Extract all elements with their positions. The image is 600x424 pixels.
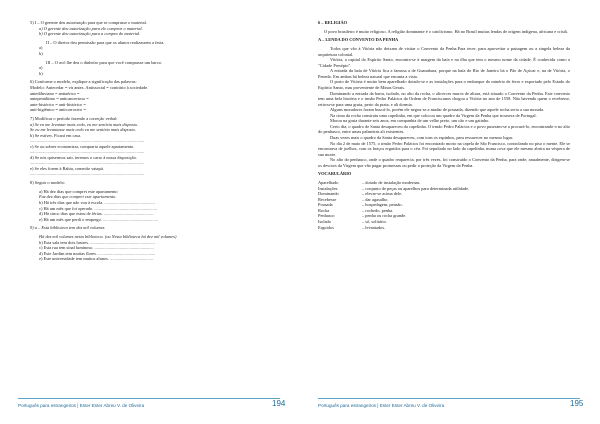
exercise-line: a) — [39, 45, 43, 51]
legend-paragraph: Na cima da rocha construiu uma capelinha, em que colocou um quadro da Virgem da Penha que trouxera de Portugal. — [330, 112, 537, 118]
exercise-line: ........................................................................................................ — [30, 160, 145, 166]
exercise-line: c) Esta rua tem sinal luminoso. ...................................................... — [39, 245, 154, 251]
vocabulary-definition: – elevar-se acima dele. — [362, 191, 403, 197]
legend-paragraph: Morou na gruta durante seis anos, em companhia de um velho preto, um cão e um gatinho. — [330, 118, 490, 124]
vocabulary-word: Recebesse — [318, 196, 337, 202]
vocabulary-word: Isolado — [318, 218, 331, 224]
exercise-line: ........................................................................................................ — [30, 171, 145, 177]
legend-paragraph: O porto de Vitória é muito bem aparelhado dotado-se e as instalações para o embarque do minério de ferro e exportado pelo Estado do Espírito Santo, mas proveniente de Minas Gerais. — [318, 79, 570, 91]
vocabulary-definition: – penha ou rocha grande. — [362, 213, 407, 219]
legend-text — [318, 46, 570, 168]
exercise-line: a) Há dez dias que comprei este apartamento — [39, 188, 118, 194]
legend-paragraph: Todos que vão à Vitória não deixam de visitar o Convento da Penha.Para tecer, para aproveitar a paisagem ou a singela beleza da arquitetura colonial. — [318, 46, 570, 57]
exercise-line: b) — [39, 70, 43, 76]
vocabulary-word: Erguidos — [318, 224, 334, 230]
vocabulary-definition: – dotado de instalação modernas. — [362, 180, 421, 186]
exercise-line: 5) I – O gerente deu autorização para que se comprasse o material. — [30, 20, 147, 25]
vocabulary-word: Rocha — [318, 207, 330, 213]
section-title: 6 – RELIGIÃO — [318, 20, 348, 25]
exercise-line: 9) a – Esta biblioteca tem dez mil volumes. — [30, 225, 106, 231]
legend-paragraph: A entrada da baía de Vitória fica a famosa a de Guanabara, porque na baía do Rio de Janeiro há o Pão de Açúcar e, na de Vitória, o Penedo. Em ambas há beleza natural que encanta a vista. — [318, 68, 570, 79]
legend-paragraph: Certo dia, o quadro de Santa desapareceu da capelinha. O irmão Pedro Palácios e o povo puseram-se a procurá-lo, encontrando-o no alto do penhasco, entre umas palmeiras ali existentes. — [318, 123, 570, 135]
exercise-line: a) — [39, 65, 43, 71]
exercise-line: d) Há cinco dias que estou de férias. ............................................. — [39, 211, 154, 217]
page-number: 195 — [570, 399, 584, 408]
page-number: 194 — [272, 399, 286, 408]
vocabulary-definition: – hospedagem, pensão. — [362, 202, 403, 208]
footer-divider — [18, 398, 280, 399]
legend-paragraph: No alto do penhasco, onde o quadro reaparecia, por três vezes, foi construído o Convento da Penha, para onde, anualmente, dirigem-se os devotos da Virgem que vão pagar promessas ou pedir a proteção da Virgem da Penha. — [318, 157, 570, 168]
exercise-line: ........................................................................................................ — [30, 138, 145, 144]
exercise-line: a) O gerente deu autorização para ele comprar o material. — [39, 25, 143, 31]
exercise-line: 8) Seguir o modelo: — [30, 180, 65, 186]
exercise-line: Faz dez dias que comprei este apartamento. — [39, 194, 117, 200]
exercise-line: d) Este Jardim tem muitas flores. .................................................... — [39, 250, 156, 256]
section-intro: O povo brasileiro é muito religioso. A religião dominante é o catolicismo. Há no Brasil muitas lendas de origem indígena, africana e cristã. — [324, 28, 568, 34]
vocabulary-definition: – levantados. — [362, 224, 386, 230]
exercise-line: b) Há três dias que não vou à escola. .............................................. — [39, 199, 155, 205]
vocabulary-title: VOCABULÁRIO — [318, 171, 352, 177]
exercise-line: Modelo: Antecedar = vir antes. Antissocial = contrário à sociedade. — [30, 85, 149, 91]
footer-divider — [318, 398, 580, 399]
left-page-content — [30, 20, 270, 262]
vocabulary-definition: – só, solitário. — [362, 218, 387, 224]
vocabulary-entry — [318, 225, 570, 231]
page-footer: Português para estrangeiros | Ester Ester Abreu V. de Oliveira — [18, 403, 145, 408]
vocabulary-list — [318, 180, 570, 230]
exercise-line: II – O diretor deu permissão para que os alunos realizassem a festa. — [46, 39, 165, 45]
exercise-line: III – O avô lhe deu o dinheiro para que você comprasse um barco. — [46, 59, 163, 65]
legend-title: A – LENDA DO CONVENTO DA PENHA — [318, 37, 399, 43]
exercise-line: antepenúltimo = anticancerioso = — [30, 96, 89, 102]
exercise-line: e) Este universidade tem muitos alunos. ....................................... — [39, 256, 153, 262]
exercise-line: c) Há um mês que foi operado. ......................................................... — [39, 205, 157, 211]
vocabulary-word: Instalações — [318, 185, 338, 191]
vocabulary-word: Pousada — [318, 202, 333, 208]
exercise-line: e) Há um mês que perdi o emprego. .................................................. — [39, 216, 158, 222]
legend-paragraph: Dominando a entrada da barra, isolado, no alto da rocha, o alicerces muros de altura, está situado o Convento da Penha. Este convento tem uma bela história e o irmão Pedro Palácios da Ordem de Franciscanos chegou a Vitória no ano de 1558. Não havendo quem o recebesse, retirou-se para uma gruta, perto da praia, e ali dormia. — [318, 90, 570, 107]
exercise-line: anti-higiênico = anticorrosivo = — [30, 107, 86, 113]
right-page — [300, 0, 600, 424]
exercise-line: 7) Modificar o período fazendo a correção verbal: — [30, 115, 118, 121]
exercise-line: ........................................................................................................ — [30, 149, 145, 155]
exercise-line: b) Esta sala tem dois lustres. ........................................................... — [39, 239, 155, 245]
vocabulary-word: Aparelhado — [318, 180, 339, 186]
exercise-line: d) Se nós quisermos sair, teremos o carro à nossa disposição. — [30, 154, 137, 160]
exercise-line: 6) Conforme o modelo, explique a significação das palavras: — [30, 79, 137, 85]
vocabulary-definition: – rochedo, penha. — [362, 207, 394, 213]
legend-paragraph: Vitória, a capital do Espírito Santo, encontra-se à margem da baía e na ilha que tem o mesmo nome da cidade. É conhecida como a "Cidade Presépio". — [318, 57, 570, 68]
exercise-line: Se eu me levantasse mais cedo eu me sentiria mais disposto. — [30, 127, 136, 133]
page-footer: Português para estrangeiros | Ester Ester Abreu V. de Oliveira — [318, 403, 445, 408]
exercise-line: b) — [39, 50, 43, 56]
right-page-content — [318, 20, 570, 230]
exercise-line: b) Se estiver, Ficará em casa. — [30, 132, 82, 138]
vocabulary-word: Dominando — [318, 191, 339, 197]
vocabulary-word: Penhasco — [318, 213, 335, 219]
exercise-line: c) Se ou sobrer economizar, compraria aquele apartamento. — [30, 143, 135, 149]
exercise-line: e) Se eles forem à Bahia, comerão vatapá. — [30, 165, 104, 171]
exercise-line: b) O gerente deu autorização para a compra do material. — [39, 31, 141, 37]
legend-paragraph: No dia 2 de maio de 1575, o irmão Pedro Palácios foi encontrado morto na capela de São Francisco, controlando no piso o mente. Ele se encontrava de joelhos, com os braços erguidos para o céu. Foi sepultado no lado da capelinha, numa cova que ele mesmo abrira na véspera de sua morte. — [318, 140, 570, 157]
vocabulary-definition: – conjunto de peças ou aparelhos para determinada utilidade. — [362, 185, 470, 191]
exercise-line: ante-histórico = anti-histórico = — [30, 101, 86, 107]
exercise-line: a) Se eu me levantar mais cedo, eu me sentiria mais disposto. — [30, 121, 139, 127]
exercise-line: Há dez mil volumes nesta biblioteca. (ou Nesta biblioteca há dez mil volumes) — [39, 234, 177, 240]
legend-paragraph: Duas vezes mais o quadro da Santa desapareceu, com tons os espinhos, para ressurecer no mesmo lugar. — [330, 134, 514, 140]
vocabulary-definition: – dar agasalho. — [362, 196, 389, 202]
exercise-line: antediluviano = antiaérico = — [30, 90, 80, 96]
legend-paragraph: Alguns moradores foram buscá-lo, porém ele negou-se a mudar de pousada, dizendo que aquele rocha seria a sua morada. — [330, 107, 545, 113]
